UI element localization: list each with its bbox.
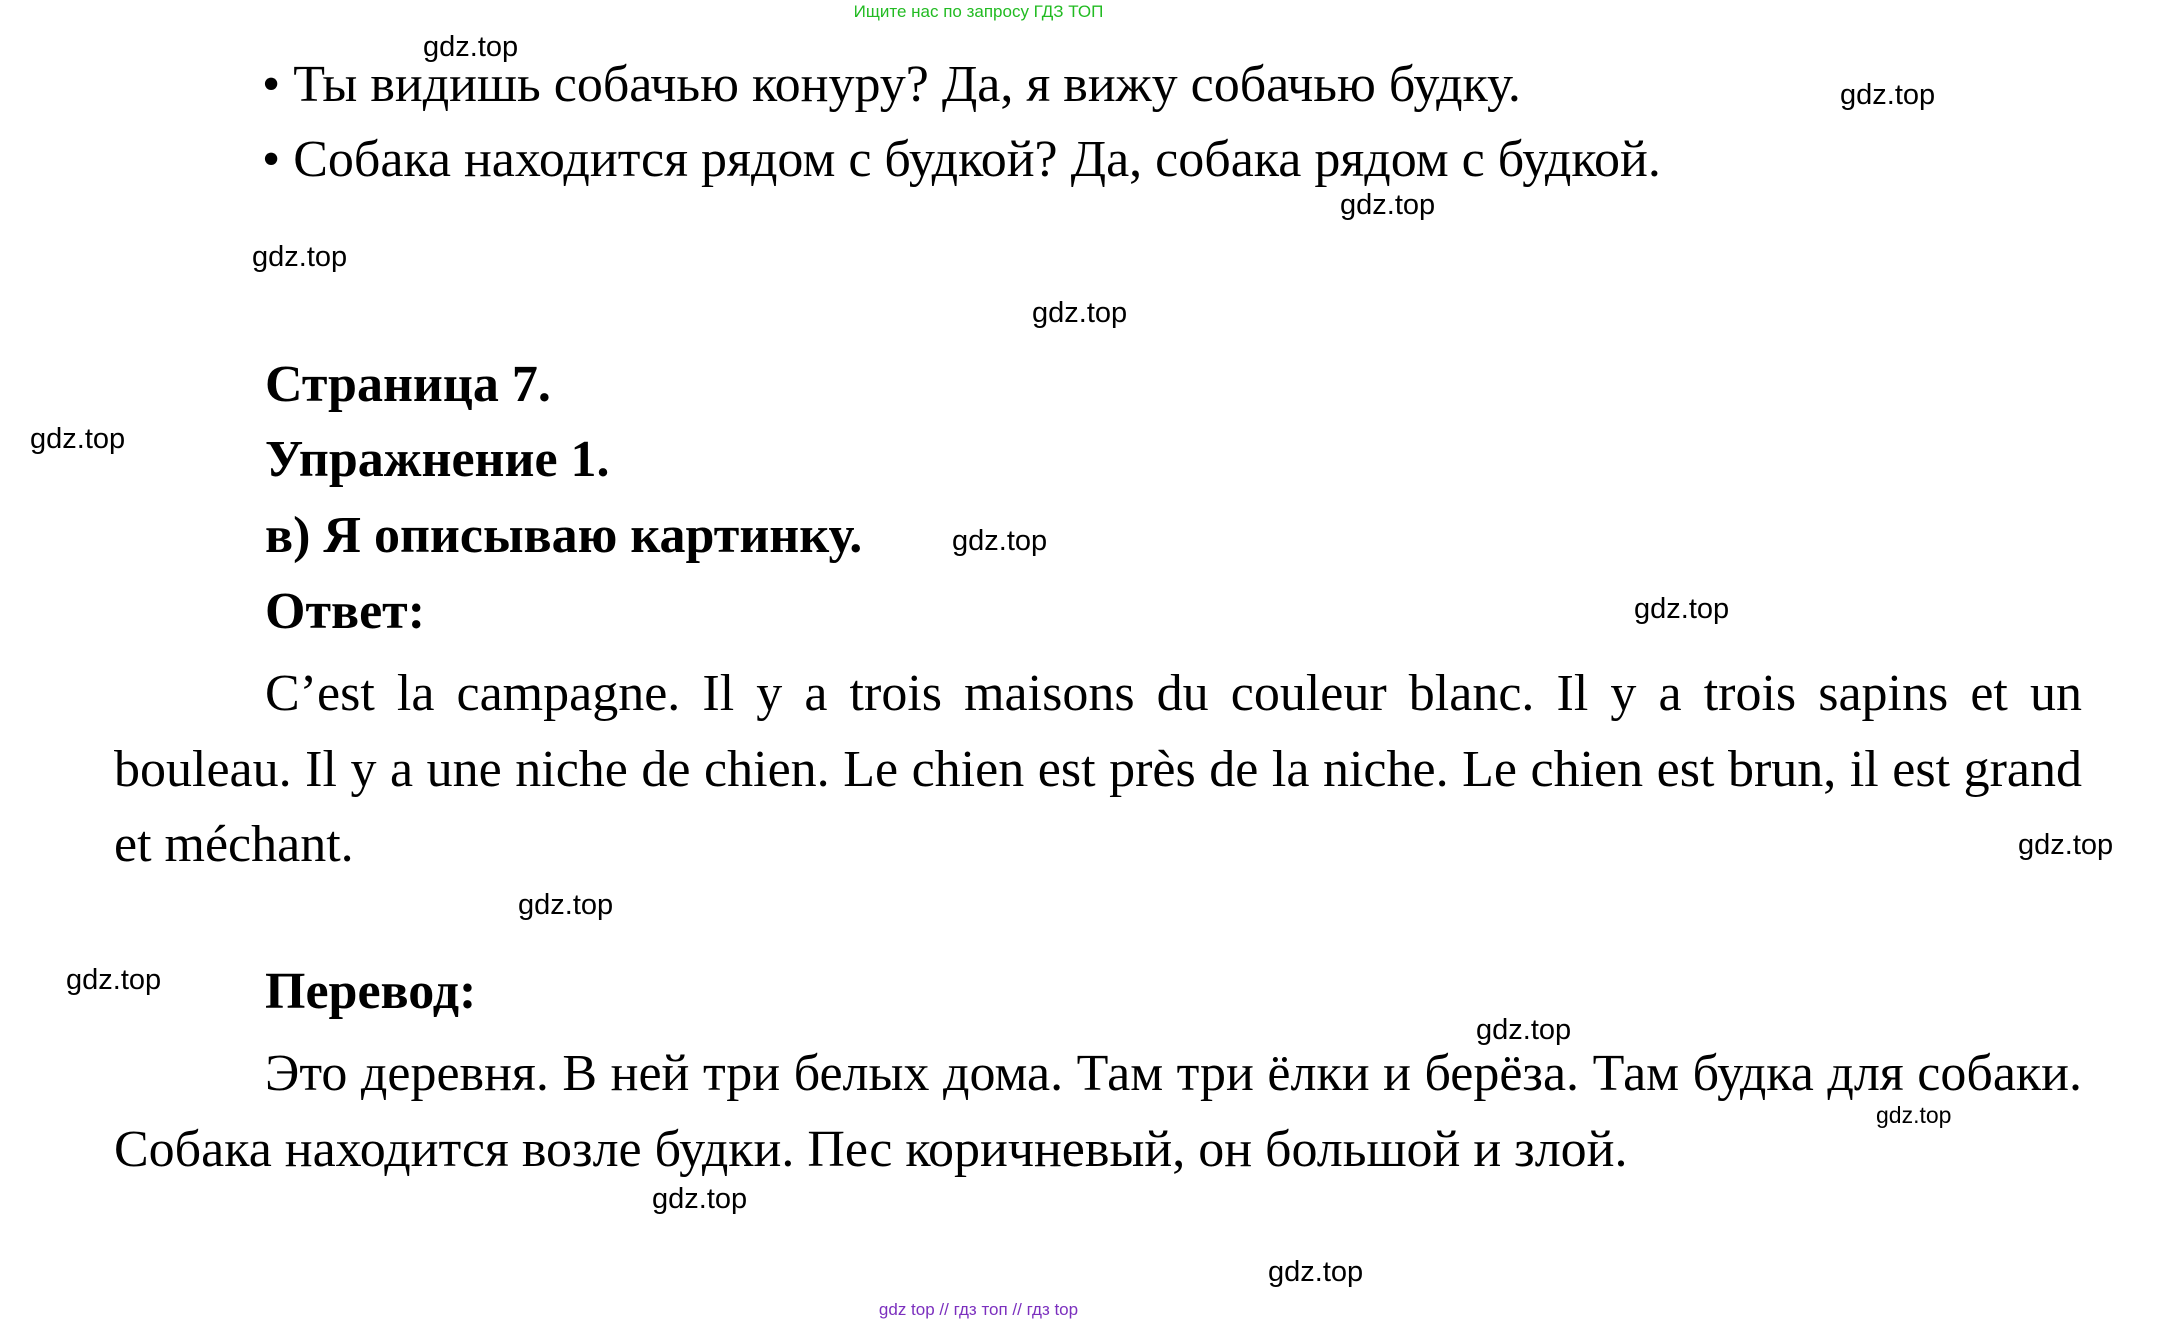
watermark: gdz.top (1268, 1256, 1364, 1288)
translation-paragraph: Это деревня. В ней три белых дома. Там три ёлки и берёза. Там будка для собаки. Собака находится возле будки. Пес коричневый, он большой и злой. (114, 1045, 2082, 1178)
watermark: gdz.top (66, 964, 162, 996)
watermark: gdz.top (952, 525, 1048, 557)
watermark: gdz.top (1634, 593, 1730, 625)
translation-heading: Перевод: (265, 963, 477, 1020)
watermark: gdz.top (423, 31, 519, 63)
bullet-line-2: • Собака находится рядом с будкой? Да, собака рядом с будкой. (262, 131, 1661, 188)
watermark: gdz.top (252, 241, 348, 273)
watermark: gdz.top (1032, 297, 1128, 329)
answer-paragraph: C’est la campagne. Il y a trois maisons du couleur blanc. Il y a trois sapins et un bouleau. Il y a une niche de chien. Le chien est près de la niche. Le chien est brun, il est grand et méchant. (114, 665, 2082, 873)
top-banner: Ищите нас по запросу ГДЗ ТОП (853, 2, 1104, 21)
watermark: gdz.top (1840, 79, 1936, 111)
bottom-banner: gdz top // гдз топ // гдз top (878, 1300, 1079, 1319)
bullet-line-1: • Ты видишь собачью конуру? Да, я вижу собачью будку. (262, 56, 1521, 113)
task-heading: в) Я описываю картинку. (265, 507, 863, 564)
watermark: gdz.top (652, 1183, 748, 1215)
watermark: gdz.top (518, 889, 614, 921)
watermark: gdz.top (1876, 1102, 1952, 1128)
watermark: gdz.top (2018, 829, 2114, 861)
watermark: gdz.top (30, 423, 126, 455)
watermark: gdz.top (1476, 1014, 1572, 1046)
exercise-heading: Упражнение 1. (265, 431, 610, 488)
page-heading: Страница 7. (265, 356, 551, 413)
answer-heading: Ответ: (265, 583, 426, 640)
watermark: gdz.top (1340, 189, 1436, 221)
